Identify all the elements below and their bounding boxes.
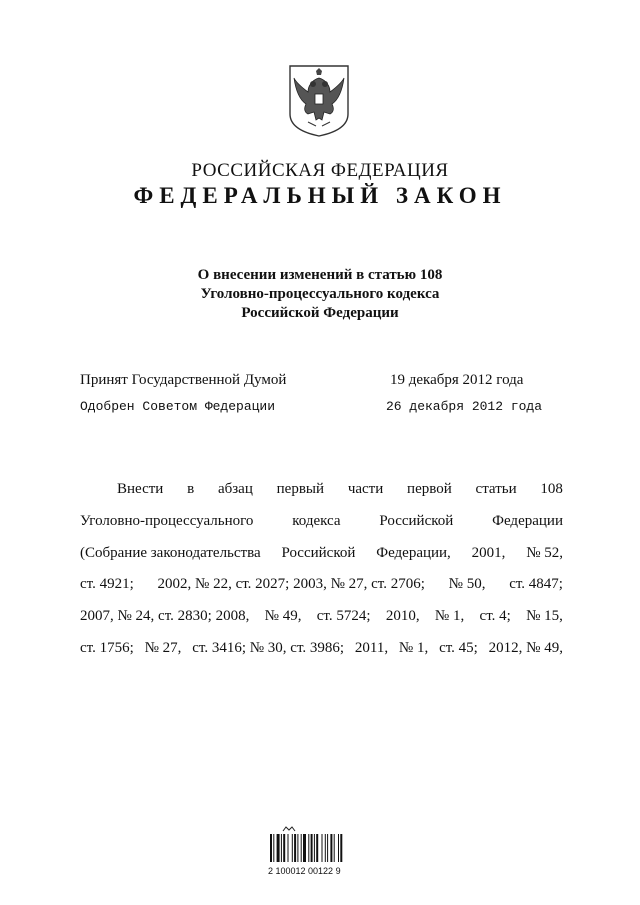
body-word: Уголовно-процессуального — [80, 513, 254, 529]
body-word: первой — [407, 481, 452, 497]
body-word: 2011, — [354, 640, 389, 656]
country-name: РОССИЙСКАЯ ФЕДЕРАЦИЯ — [191, 160, 449, 181]
body-word: статьи — [475, 481, 517, 497]
body-word: ст. 5724; — [316, 608, 371, 624]
body-word: 2010, — [385, 608, 420, 624]
body-word: кодекса — [292, 513, 341, 529]
barcode-icon — [268, 834, 372, 864]
law-title-line: Уголовно-процессуального кодекса — [200, 286, 440, 302]
body-line — [80, 640, 563, 660]
council-approval-date: 26 декабря 2012 года — [386, 399, 543, 414]
barcode-number: 2 100012 00122 9 — [268, 866, 341, 876]
russian-coat-of-arms-icon — [286, 62, 352, 138]
body-line — [80, 513, 563, 533]
body-word: № 49, — [264, 608, 302, 624]
body-word: № 52, — [526, 545, 563, 561]
document-type: ФЕДЕРАЛЬНЫЙ ЗАКОН — [133, 183, 507, 208]
body-word: 108 — [540, 481, 563, 497]
duma-adoption-label: Принят Государственной Думой — [80, 372, 287, 388]
law-title — [0, 266, 640, 323]
body-word: ст. 3416; № 30, ст. 3986; — [192, 640, 345, 656]
body-word: № 1, — [434, 608, 465, 624]
body-word: ст. 4; — [479, 608, 511, 624]
body-word: в — [187, 481, 195, 497]
body-word: № 15, — [526, 608, 563, 624]
body-word: Российской — [281, 545, 356, 561]
body-word: ст. 4847; — [509, 576, 563, 592]
body-word: ст. 45; — [439, 640, 478, 656]
body-line — [80, 545, 563, 565]
body-word: первый — [276, 481, 325, 497]
body-word: Российской — [379, 513, 454, 529]
body-word: 2012, № 49, — [488, 640, 563, 656]
body-word: Внести — [117, 481, 164, 497]
law-title-line: Российской Федерации — [241, 305, 399, 321]
duma-adoption-date: 19 декабря 2012 года — [390, 372, 524, 388]
body-word: ст. 1756; — [80, 640, 134, 656]
body-word: абзац — [217, 481, 253, 497]
body-line — [117, 481, 563, 501]
body-word: Федерации, — [376, 545, 451, 561]
body-word: (Собрание законодательства — [80, 545, 261, 561]
barcode-mark-icon — [282, 826, 296, 832]
body-word: № 1, — [398, 640, 429, 656]
body-word: 2002, № 22, ст. 2027; 2003, № 27, ст. 2706; — [157, 576, 425, 592]
body-line — [80, 576, 563, 596]
body-word: № 27, — [144, 640, 182, 656]
law-title-line: О внесении изменений в статью 108 — [197, 267, 443, 283]
body-word: № 50, — [448, 576, 486, 592]
body-line — [80, 608, 563, 628]
body-word: 2007, № 24, ст. 2830; 2008, — [80, 608, 250, 624]
body-word: 2001, — [471, 545, 506, 561]
council-approval-label: Одобрен Советом Федерации — [80, 399, 276, 414]
body-word: Федерации — [492, 513, 563, 529]
body-word: ст. 4921; — [80, 576, 134, 592]
body-word: части — [347, 481, 384, 497]
